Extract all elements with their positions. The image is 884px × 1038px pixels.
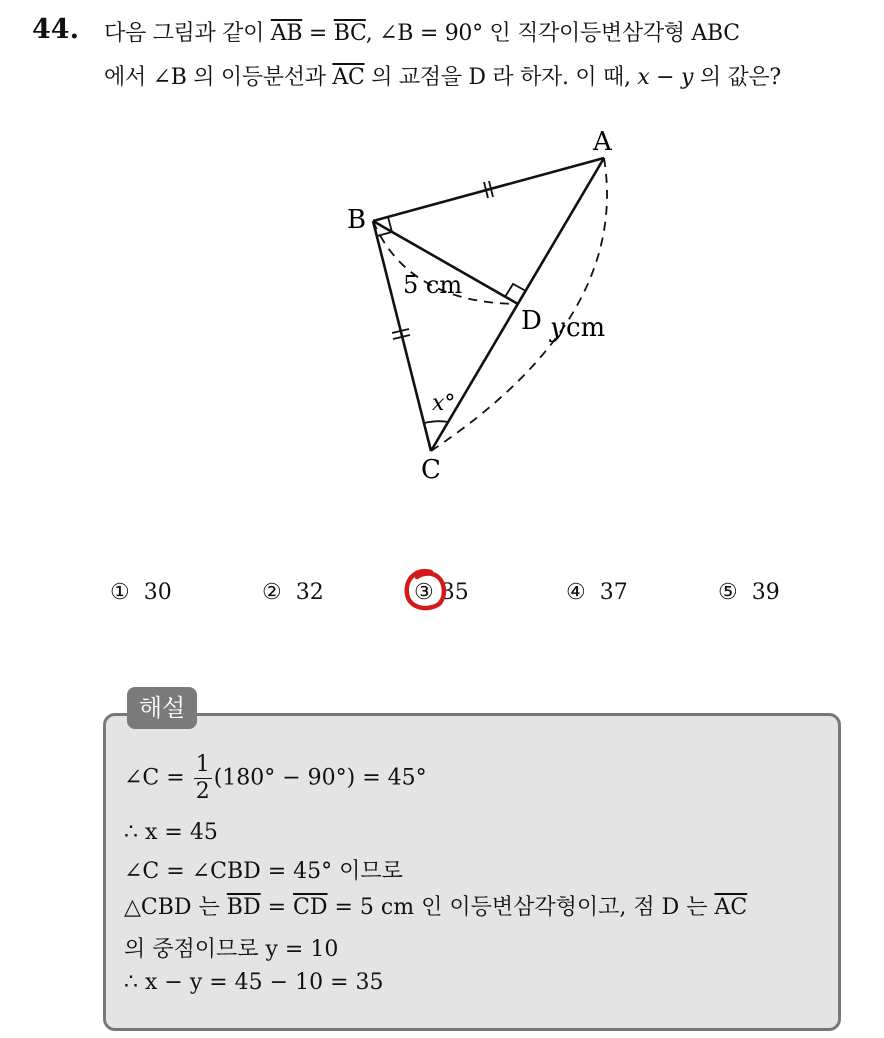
choice-value: 39 bbox=[751, 580, 780, 605]
question-text: 의 값은? bbox=[693, 65, 781, 90]
triangle-figure bbox=[300, 118, 640, 488]
question-number: 44. bbox=[32, 14, 79, 45]
choice-mark: ④ bbox=[566, 580, 586, 605]
segment-ab: $\overline{AB}$ bbox=[270, 21, 303, 46]
label-a: A bbox=[593, 127, 612, 157]
label-c: C bbox=[421, 455, 441, 485]
question-text: , ∠B = 90° 인 직각이등변삼각형 ABC bbox=[365, 21, 740, 46]
label-bd-length: 5 cm bbox=[403, 271, 463, 299]
segment-cd: $\overline{CD}$ bbox=[293, 895, 328, 920]
angle-arc-c bbox=[424, 421, 448, 423]
label-b: B bbox=[347, 205, 367, 235]
choice-value: 30 bbox=[143, 580, 172, 605]
segment-ac: $\overline{AC}$ bbox=[714, 895, 748, 920]
choice-1[interactable] bbox=[110, 580, 172, 605]
label-d: D bbox=[521, 306, 542, 336]
label-y-var: y bbox=[550, 313, 565, 343]
choice-2[interactable] bbox=[262, 580, 324, 605]
question-text: 의 교점을 D 라 하자. 이 때, bbox=[364, 65, 638, 90]
solution-line-5: 의 중점이므로 y = 10 bbox=[124, 937, 339, 962]
solution-line-3: ∠C = ∠CBD = 45° 이므로 bbox=[124, 859, 403, 884]
choice-value: 37 bbox=[599, 580, 628, 605]
fraction-one-half: $\frac{1}{2}$ bbox=[195, 752, 210, 804]
choice-mark: ③ bbox=[414, 580, 434, 605]
question-text-line1 bbox=[104, 16, 740, 47]
selected-answer-mark bbox=[401, 566, 449, 614]
side-ab bbox=[373, 158, 604, 221]
solution-text: ∠C = bbox=[124, 765, 192, 791]
question-text-line2 bbox=[104, 60, 781, 91]
choice-5[interactable] bbox=[718, 580, 780, 605]
solution-tab: 해설 bbox=[127, 687, 197, 729]
solution-text: = bbox=[260, 895, 294, 920]
solution-text: = 5 cm 인 이등변삼각형이고, 점 D 는 bbox=[327, 895, 715, 920]
solution-line-1 bbox=[124, 754, 427, 803]
choice-mark: ⑤ bbox=[718, 580, 738, 605]
question-text: 에서 ∠B 의 이등분선과 bbox=[104, 65, 333, 90]
segment-bd: $\overline{BD}$ bbox=[226, 895, 261, 920]
choice-value: 35 bbox=[440, 580, 469, 605]
choice-mark: ① bbox=[110, 580, 130, 605]
segment-ac: $\overline{AC}$ bbox=[332, 65, 365, 90]
choice-4[interactable] bbox=[566, 580, 628, 605]
solution-line-6: ∴ x − y = 45 − 10 = 35 bbox=[124, 970, 384, 995]
variable-expression: x − y bbox=[637, 65, 694, 90]
choice-mark: ② bbox=[262, 580, 282, 605]
choice-value: 32 bbox=[295, 580, 324, 605]
label-angle-x: x° bbox=[432, 391, 456, 416]
solution-text: (180° − 90°) = 45° bbox=[213, 765, 427, 791]
segment-bc: $\overline{BC}$ bbox=[333, 21, 366, 46]
question-text: = bbox=[302, 21, 334, 46]
label-y-unit: cm bbox=[566, 313, 606, 343]
solution-line-4 bbox=[124, 890, 747, 921]
solution-line-2: ∴ x = 45 bbox=[124, 820, 218, 845]
solution-text: △CBD 는 bbox=[124, 895, 227, 920]
question-text: 다음 그림과 같이 bbox=[104, 21, 271, 46]
